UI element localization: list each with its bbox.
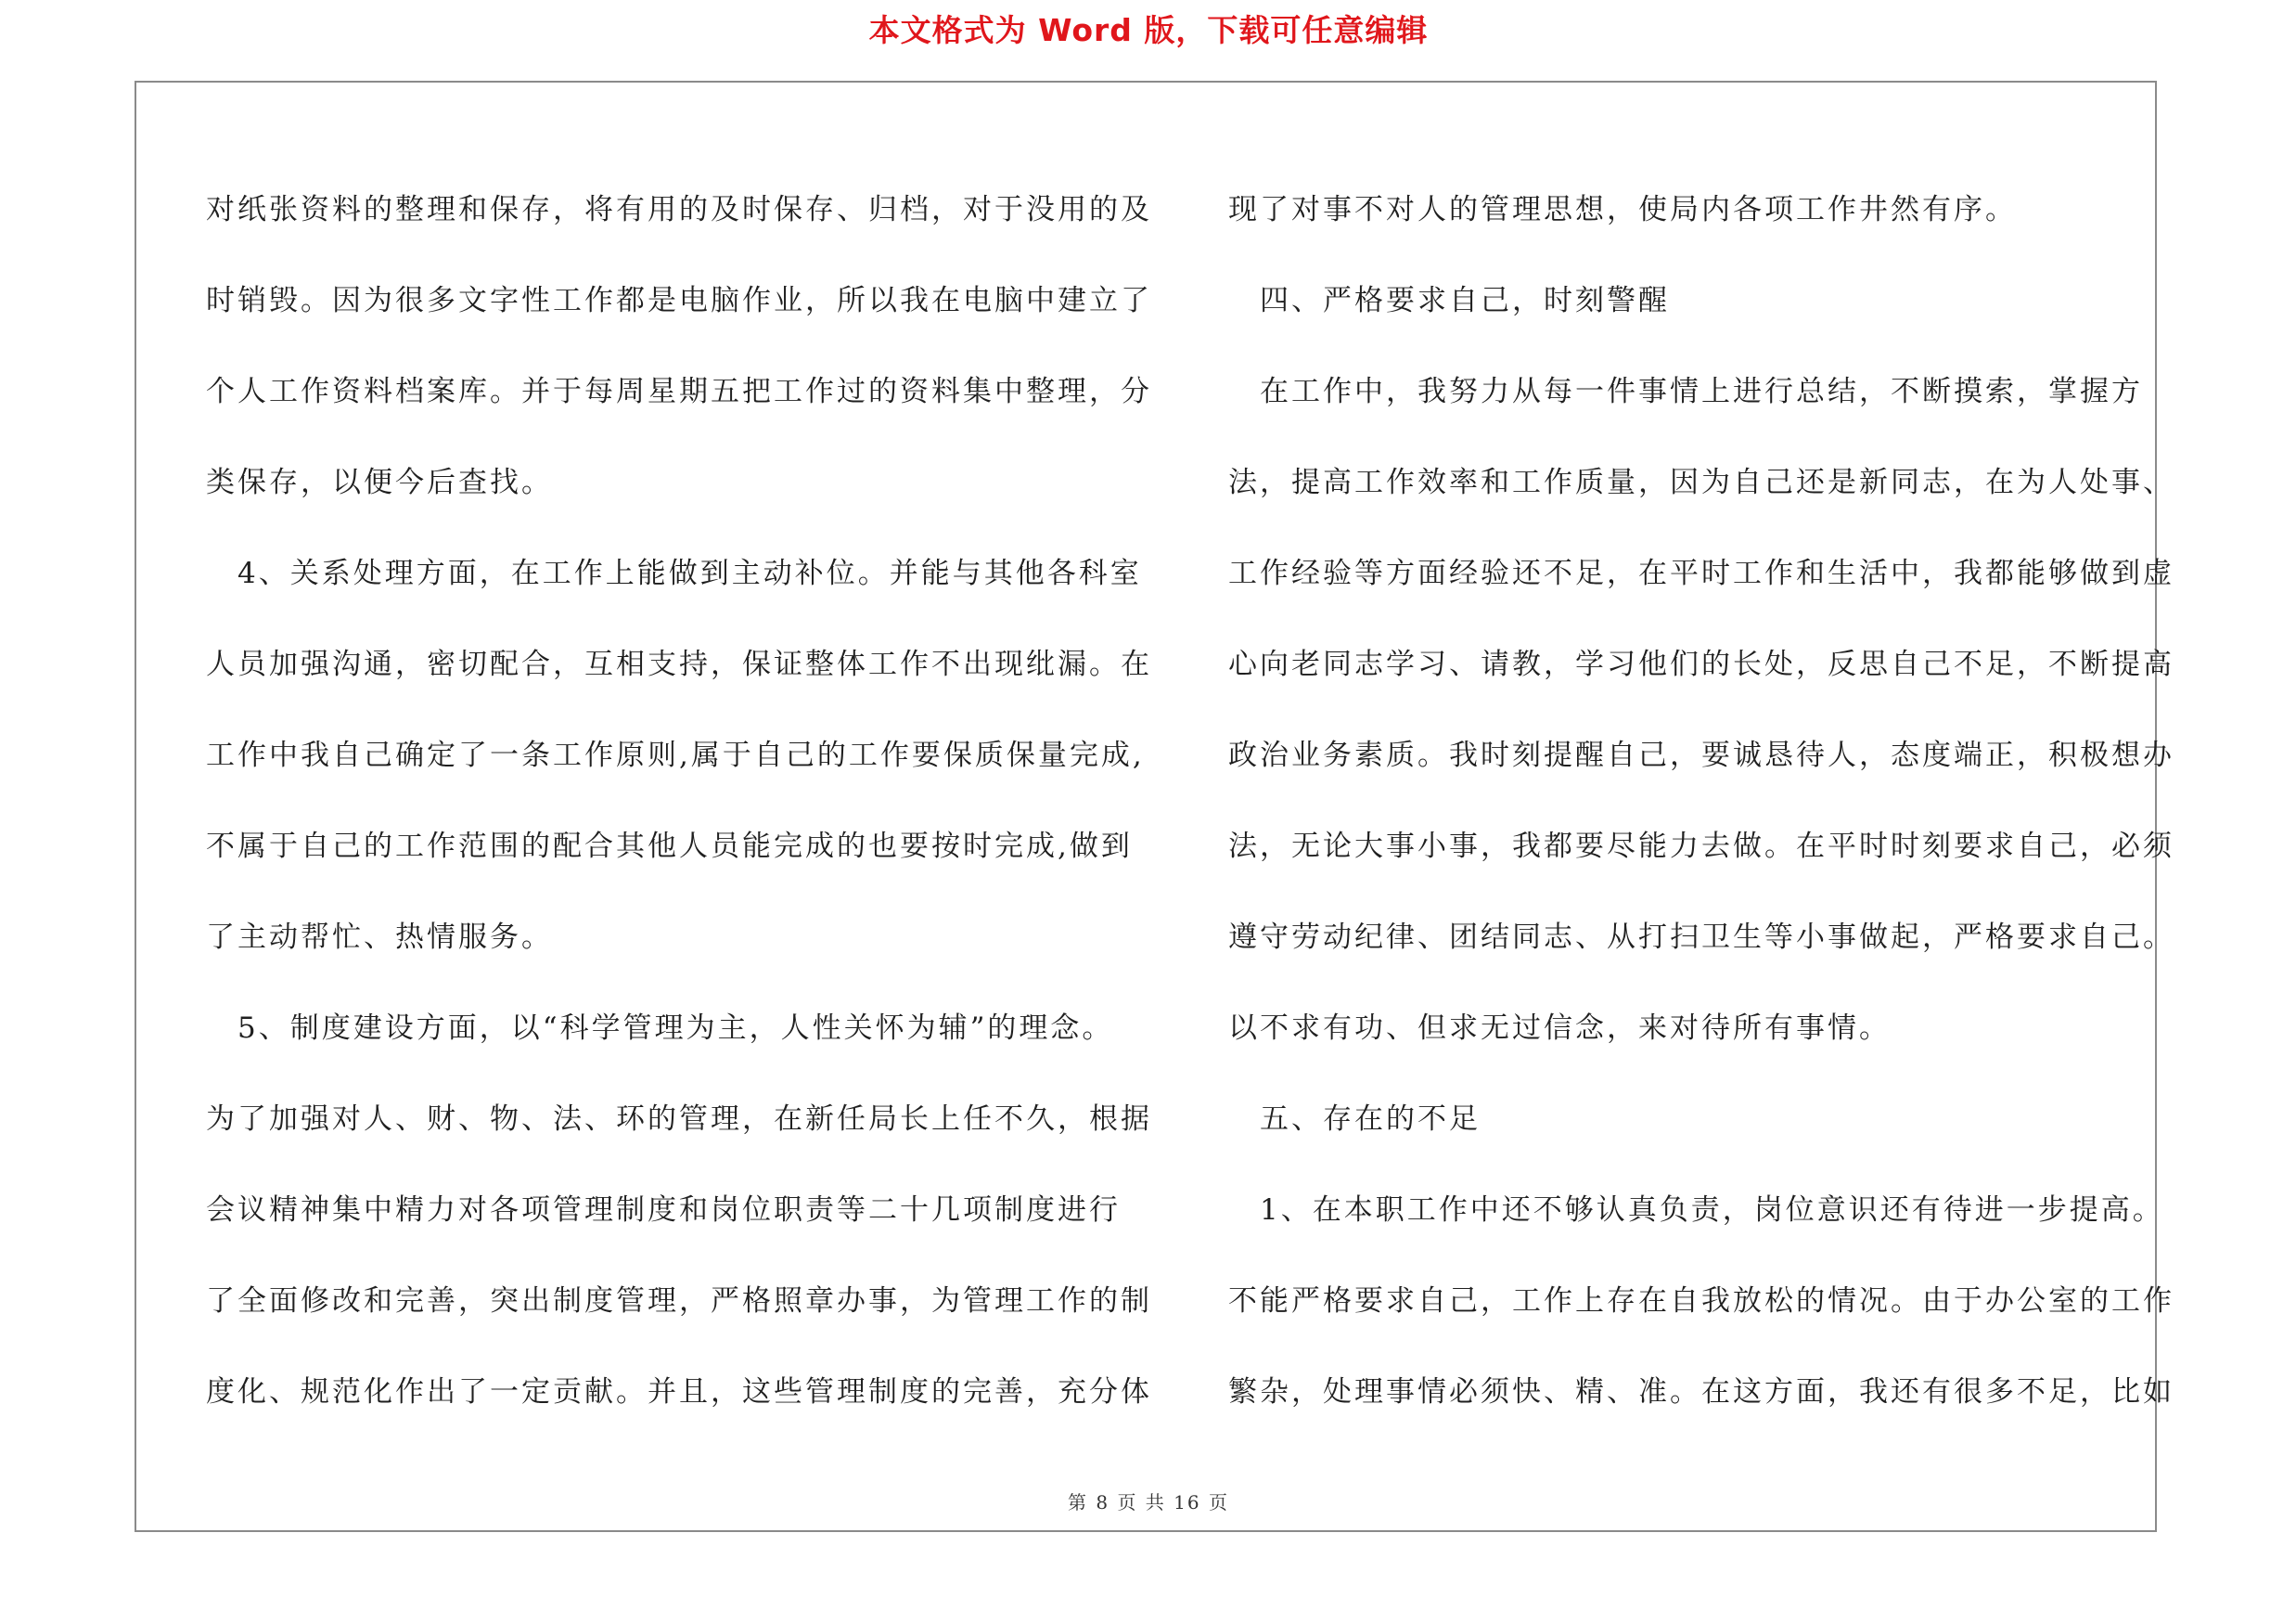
left-text-column [206,182,1152,1455]
text-line: 工作经验等方面经验还不足，在平时工作和生活中，我都能够做到虚 [1228,557,2174,590]
text-line: 心向老同志学习、请教，学习他们的长处，反思自己不足，不断提高 [1228,648,2174,681]
text-line: 度化、规范化作出了一定贡献。并且，这些管理制度的完善，充分体 [206,1375,1152,1409]
text-line: 法，无论大事小事，我都要尽能力去做。在平时时刻要求自己，必须 [1228,830,2174,863]
text-line: 不能严格要求自己，工作上存在自我放松的情况。由于办公室的工作 [1228,1284,2174,1318]
text-line: 法，提高工作效率和工作质量，因为自己还是新同志，在为人处事、 [1228,466,2174,499]
text-line: 时销毁。因为很多文字性工作都是电脑作业，所以我在电脑中建立了 [206,284,1152,317]
text-line: 个人工作资料档案库。并于每周星期五把工作过的资料集中整理，分 [206,375,1152,408]
text-line: 人员加强沟通，密切配合，互相支持，保证整体工作不出现纰漏。在 [206,648,1152,681]
page-number-footer: 第 8 页 共 16 页 [1068,1491,1229,1514]
text-line: 现了对事不对人的管理思想，使局内各项工作井然有序。 [1228,193,2017,226]
text-line: 繁杂，处理事情必须快、精、准。在这方面，我还有很多不足，比如 [1228,1375,2174,1409]
header-banner: 本文格式为 Word 版，下载可任意编辑 [868,12,1429,48]
text-line: 1、在本职工作中还不够认真负责，岗位意识还有待进一步提高。 [1228,1193,2164,1227]
text-line: 了全面修改和完善，突出制度管理，严格照章办事，为管理工作的制 [206,1284,1152,1318]
text-line: 为了加强对人、财、物、法、环的管理，在新任局长上任不久，根据 [206,1102,1152,1136]
text-line: 5、制度建设方面，以“科学管理为主，人性关怀为辅”的理念。 [206,1011,1114,1045]
text-line: 类保存，以便今后查找。 [206,466,553,499]
text-line: 对纸张资料的整理和保存，将有用的及时保存、归档，对于没用的及 [206,193,1152,226]
text-line: 会议精神集中精力对各项管理制度和岗位职责等二十几项制度进行 [206,1193,1121,1227]
text-line: 工作中我自己确定了一条工作原则,属于自己的工作要保质保量完成, [206,739,1145,772]
section-heading: 四、严格要求自己，时刻警醒 [1228,284,1670,317]
text-line: 不属于自己的工作范围的配合其他人员能完成的也要按时完成,做到 [206,830,1133,863]
text-line: 遵守劳动纪律、团结同志、从打扫卫生等小事做起，严格要求自己。 [1228,921,2174,954]
text-line: 了主动帮忙、热情服务。 [206,921,553,954]
text-line: 4、关系处理方面，在工作上能做到主动补位。并能与其他各科室 [206,557,1142,590]
text-line: 在工作中，我努力从每一件事情上进行总结，不断摸索，掌握方 [1228,375,2143,408]
right-text-column [1228,182,2174,1455]
text-line: 以不求有功、但求无过信念，来对待所有事情。 [1228,1011,1891,1045]
text-line: 政治业务素质。我时刻提醒自己，要诚恳待人，态度端正，积极想办 [1228,739,2174,772]
section-heading: 五、存在的不足 [1228,1102,1481,1136]
